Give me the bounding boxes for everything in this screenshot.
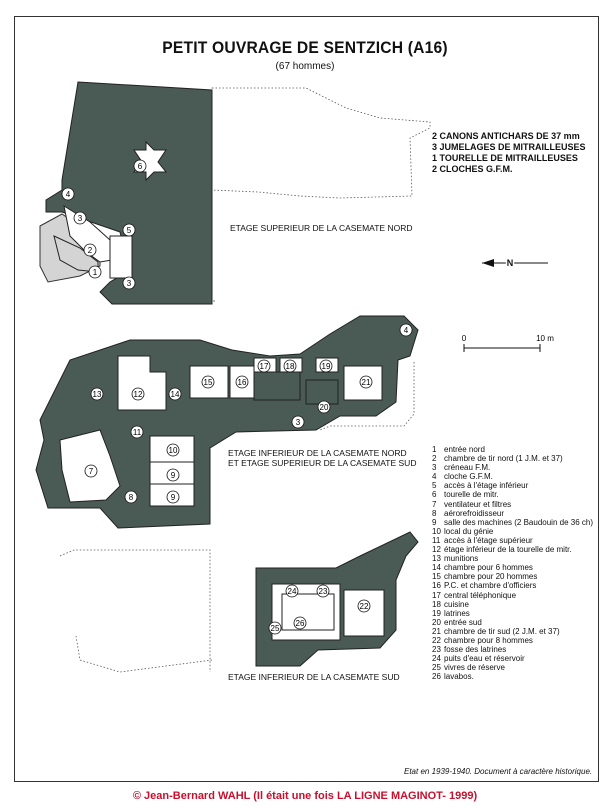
room-marker-number: 18	[285, 362, 295, 371]
legend-number: 16	[432, 581, 441, 591]
legend-text: chambre de tir nord (1 J.M. et 37)	[444, 454, 563, 464]
legend-number: 15	[432, 572, 441, 582]
legend-text: accès à l'étage supérieur	[444, 535, 533, 545]
room-marker-number: 8	[128, 493, 134, 502]
legend-number: 24	[432, 654, 441, 664]
legend-number: 6	[432, 490, 437, 500]
legend-number: 1	[432, 445, 437, 454]
legend-number: 13	[432, 554, 441, 564]
legend-item	[432, 545, 593, 554]
legend-text: étage inférieur de la tourelle de mitr.	[444, 545, 572, 555]
legend-number: 9	[432, 517, 437, 527]
legend-number: 22	[432, 635, 441, 645]
room-marker-number: 22	[359, 602, 369, 611]
legend-number: 18	[432, 599, 441, 609]
legend-text: cloche G.F.M.	[444, 472, 493, 482]
room-legend	[432, 445, 593, 681]
legend-item	[432, 463, 593, 472]
room-marker-number: 23	[318, 587, 328, 596]
legend-item	[432, 663, 593, 672]
level-label-lower-south: ETAGE INFERIEUR DE LA CASEMATE SUD	[228, 672, 400, 682]
legend-item	[432, 618, 593, 627]
legend-item	[432, 454, 593, 463]
armament-item: 2 CLOCHES G.F.M.	[432, 164, 513, 174]
legend-number: 5	[432, 481, 437, 491]
legend-number: 23	[432, 645, 441, 655]
legend-number: 19	[432, 608, 441, 618]
room-marker-number: 17	[259, 362, 269, 371]
page-title: PETIT OUVRAGE DE SENTZICH (A16)	[162, 38, 448, 57]
legend-number: 10	[432, 526, 441, 536]
legend-text: P.C. et chambre d'officiers	[444, 581, 537, 591]
room-marker-number: 3	[295, 418, 301, 427]
legend-number: 8	[432, 508, 437, 518]
legend-item	[432, 600, 593, 609]
room-marker-number: 2	[87, 246, 93, 255]
level-label-upper-north: ETAGE SUPERIEUR DE LA CASEMATE NORD	[230, 223, 413, 233]
legend-text: chambre pour 20 hommes	[444, 572, 538, 582]
legend-number: 12	[432, 545, 441, 555]
armament-item: 2 CANONS ANTICHARS DE 37 mm	[432, 131, 580, 141]
room-marker-number: 12	[133, 390, 143, 399]
legend-item	[432, 572, 593, 581]
legend-text: puits d'eau et réservoir	[444, 654, 525, 664]
legend-item	[432, 654, 593, 663]
room-marker-number: 19	[321, 362, 331, 371]
legend-item	[432, 509, 593, 518]
legend-text: chambre de tir sud (2 J.M. et 37)	[444, 626, 560, 636]
legend-item	[432, 609, 593, 618]
legend-text: accès à l'étage inférieur	[444, 481, 529, 491]
legend-text: latrines	[444, 608, 470, 618]
legend-number: 25	[432, 663, 441, 673]
legend-item	[432, 554, 593, 563]
scale-start: 0	[461, 334, 467, 343]
legend-text: tourelle de mitr.	[444, 490, 499, 500]
legend-text: local du génie	[444, 526, 494, 536]
legend-item	[432, 500, 593, 509]
armament-item: 1 TOURELLE DE MITRAILLEUSES	[432, 153, 578, 163]
legend-item	[432, 627, 593, 636]
room-marker-number: 4	[403, 326, 409, 335]
legend-text: entrée sud	[444, 617, 482, 627]
footnote: Etat en 1939-1940. Document à caractère historique.	[404, 767, 593, 776]
legend-text: fosse des latrines	[444, 645, 507, 655]
legend-item	[432, 591, 593, 600]
legend-text: chambre pour 8 hommes	[444, 635, 533, 645]
legend-text: chambre pour 6 hommes	[444, 563, 533, 573]
scale-end: 10 m	[536, 334, 554, 343]
legend-number: 26	[432, 672, 441, 682]
legend-number: 2	[432, 454, 437, 464]
legend-item	[432, 536, 593, 545]
room-marker-number: 5	[126, 226, 132, 235]
room-marker-number: 16	[237, 378, 247, 387]
room-marker-number: 3	[77, 214, 83, 223]
legend-text: entrée nord	[444, 445, 485, 454]
legend-number: 11	[432, 535, 441, 545]
room-marker-number: 1	[92, 268, 98, 277]
room-marker-number: 6	[137, 162, 143, 171]
legend-text: créneau F.M.	[444, 463, 491, 473]
legend-text: cuisine	[444, 599, 469, 609]
legend-number: 14	[432, 563, 441, 573]
legend-item	[432, 672, 593, 681]
room-marker-number: 9	[170, 471, 176, 480]
room-marker-number: 21	[361, 378, 371, 387]
legend-text: salle des machines (2 Baudouin de 36 ch)	[444, 517, 593, 527]
legend-number: 3	[432, 463, 437, 473]
level-label-middle-1: ETAGE INFERIEUR DE LA CASEMATE NORD	[228, 448, 407, 458]
room-marker-number: 14	[170, 390, 180, 399]
legend-text: aérorefroidisseur	[444, 508, 505, 518]
legend-item	[432, 581, 593, 590]
level-label-middle-2: ET ETAGE SUPERIEUR DE LA CASEMATE SUD	[228, 458, 417, 468]
legend-text: vivres de réserve	[444, 663, 505, 673]
legend-item	[432, 636, 593, 645]
room-marker-number: 15	[203, 378, 213, 387]
legend-number: 21	[432, 626, 441, 636]
legend-number: 20	[432, 617, 441, 627]
room-marker-number: 4	[65, 190, 71, 199]
room-marker-number: 13	[92, 390, 102, 399]
room-marker-number: 11	[132, 428, 142, 437]
room-marker-number: 25	[270, 624, 280, 633]
middle-plan	[36, 316, 418, 528]
legend-text: central téléphonique	[444, 590, 517, 600]
legend-item	[432, 472, 593, 481]
room-marker-number: 26	[295, 619, 305, 628]
room-marker-number: 10	[168, 446, 178, 455]
room-marker-number: 24	[287, 587, 297, 596]
north-label: N	[506, 258, 514, 268]
armament-item: 3 JUMELAGES DE MITRAILLEUSES	[432, 142, 586, 152]
room-marker-number: 9	[170, 493, 176, 502]
legend-item	[432, 645, 593, 654]
room-marker-number: 20	[319, 403, 329, 412]
legend-number: 7	[432, 499, 437, 509]
legend-item	[432, 490, 593, 499]
legend-item	[432, 563, 593, 572]
room-marker-number: 7	[88, 467, 94, 476]
page-subtitle: (67 hommes)	[275, 61, 335, 72]
legend-number: 4	[432, 472, 437, 482]
legend-number: 17	[432, 590, 441, 600]
scale-bar	[464, 344, 540, 352]
legend-text: ventilateur et filtres	[444, 499, 512, 509]
legend-item	[432, 527, 593, 536]
legend-text: lavabos.	[444, 672, 474, 682]
legend-text: munitions	[444, 554, 479, 564]
legend-item	[432, 481, 593, 490]
copyright: © Jean-Bernard WAHL (Il était une fois LA LIGNE MAGINOT- 1999)	[132, 790, 478, 802]
room-marker-number: 3	[126, 279, 132, 288]
legend-item	[432, 518, 593, 527]
legend-item	[432, 445, 593, 454]
north-arrow	[482, 259, 548, 267]
